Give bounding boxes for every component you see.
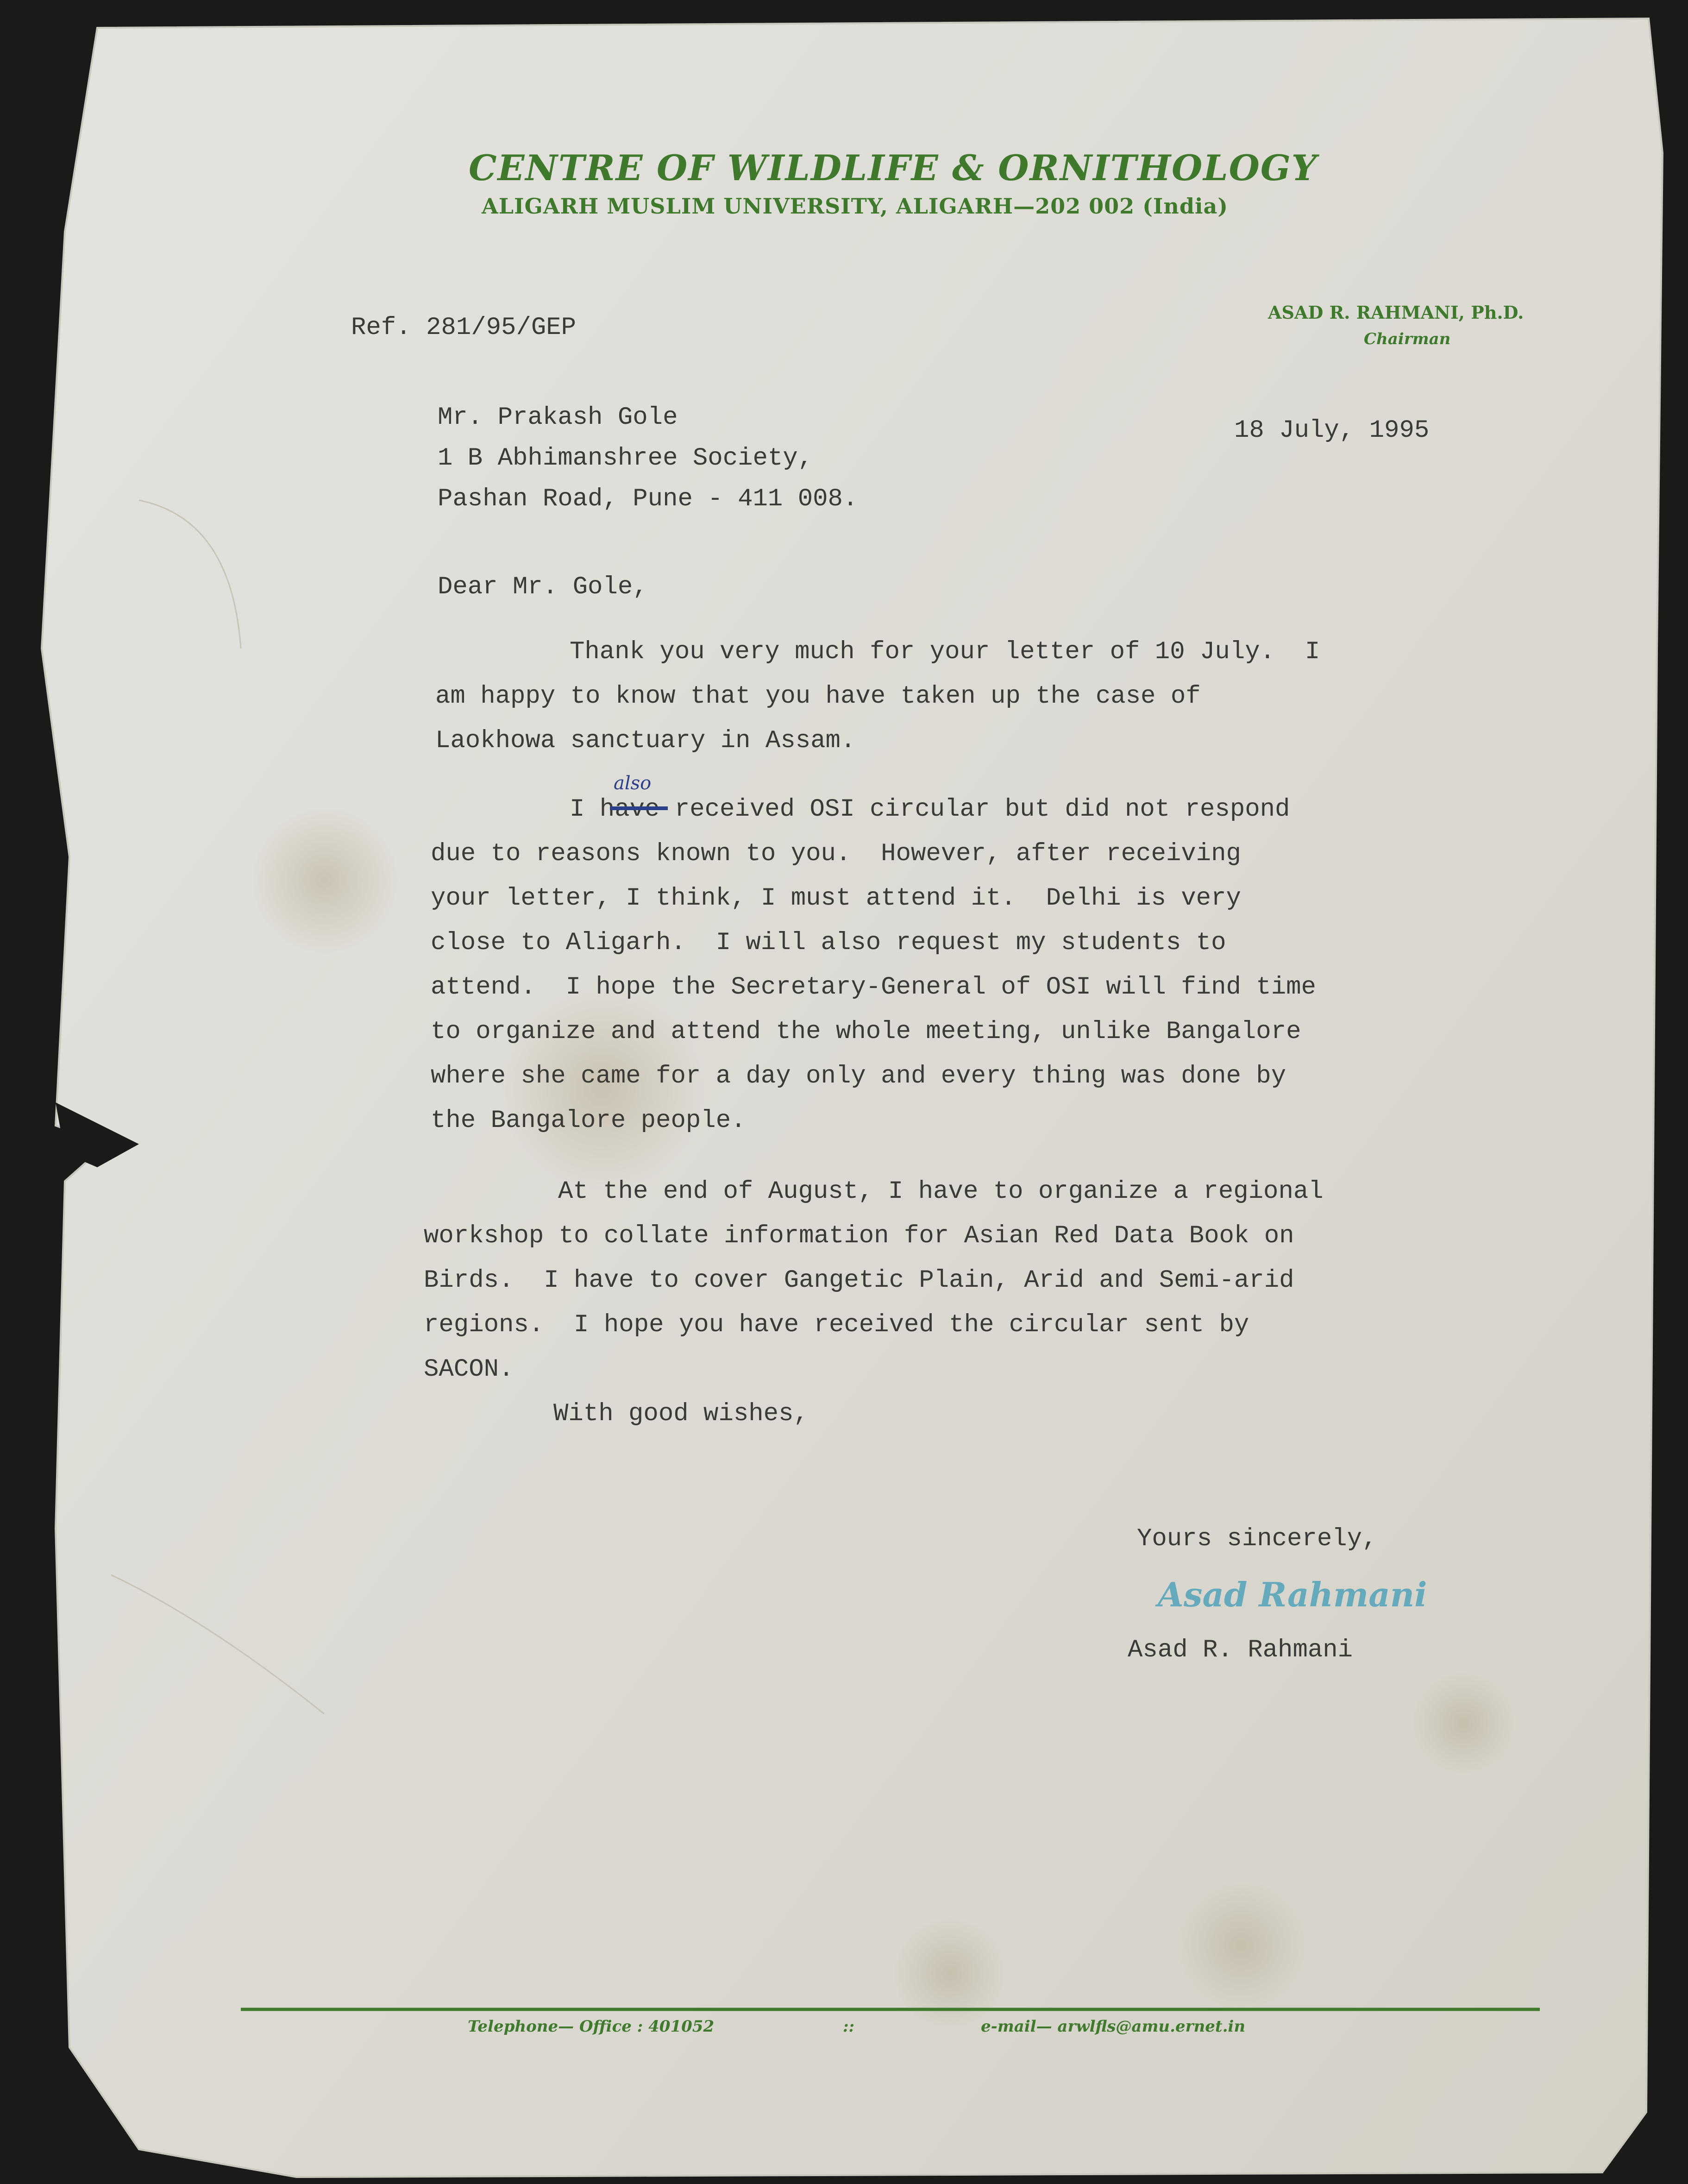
chairman-name: ASAD R. RAHMANI, Ph.D. [1268, 302, 1524, 323]
paragraph-line: Laokhowa sanctuary in Assam. [435, 727, 856, 755]
paragraph-line: workshop to collate information for Asian Red Data Book on [424, 1222, 1294, 1250]
paragraph-line: where she came for a day only and every thing was done by [431, 1062, 1286, 1090]
paragraph-1 [435, 630, 1320, 763]
paragraph-line: am happy to know that you have taken up the case of [435, 682, 1201, 711]
stain [1412, 1672, 1514, 1774]
recipient-line: Pashan Road, Pune - 411 008. [438, 485, 858, 513]
paragraph-line: to organize and attend the whole meeting, unlike Bangalore [431, 1018, 1301, 1046]
paragraph-3 [424, 1170, 1324, 1392]
strike-through [608, 801, 672, 815]
closing: Yours sincerely, [1137, 1525, 1377, 1553]
handwritten-correction: also [614, 773, 652, 794]
paragraph-line: At the end of August, I have to organize a regional [558, 1177, 1324, 1206]
paragraph-line: due to reasons known to you. However, after receiving [431, 840, 1241, 868]
paragraph-line: the Bangalore people. [431, 1107, 746, 1135]
recipient-address [438, 397, 858, 520]
letter-date: 18 July, 1995 [1234, 416, 1430, 445]
stain [894, 1918, 1005, 2029]
footer-email: e-mail— arwlfls@amu.ernet.in [981, 2017, 1246, 2036]
stain [1176, 1881, 1306, 2010]
paragraph-line: Thank you very much for your letter of 10 July. I [570, 638, 1320, 666]
letterhead-subtitle: ALIGARH MUSLIM UNIVERSITY, ALIGARH—202 002 (India) [482, 194, 1229, 219]
paragraph-line: attend. I hope the Secretary-General of OSI will find time [431, 973, 1316, 1001]
paragraph-line: SACON. [424, 1355, 514, 1384]
paragraph-line: your letter, I think, I must attend it. Delhi is very [431, 884, 1241, 913]
letterhead-title: CENTRE OF WILDLIFE & ORNITHOLOGY [469, 147, 1318, 189]
chairman-role: Chairman [1364, 330, 1451, 348]
recipient-line: Mr. Prakash Gole [438, 403, 678, 432]
paragraph-2 [431, 787, 1316, 1143]
recipient-line: 1 B Abhimanshree Society, [438, 444, 813, 472]
paragraph-line: Birds. I have to cover Gangetic Plain, Arid and Semi-arid [424, 1266, 1294, 1295]
footer-separator: :: [843, 2017, 855, 2036]
paragraph-line: close to Aligarh. I will also request my students to [431, 929, 1226, 957]
closing-wish: With good wishes, [553, 1400, 809, 1428]
stain [250, 806, 398, 954]
salutation: Dear Mr. Gole, [438, 573, 648, 601]
footer-telephone: Telephone— Office : 401052 [468, 2017, 715, 2036]
paragraph-line: I have received OSI circular but did not respond [570, 795, 1290, 824]
reference-number: Ref. 281/95/GEP [351, 314, 577, 342]
signatory-name: Asad R. Rahmani [1128, 1636, 1353, 1664]
signature: Asad Rahmani [1158, 1575, 1427, 1614]
paragraph-line: regions. I hope you have received the circular sent by [424, 1311, 1249, 1339]
